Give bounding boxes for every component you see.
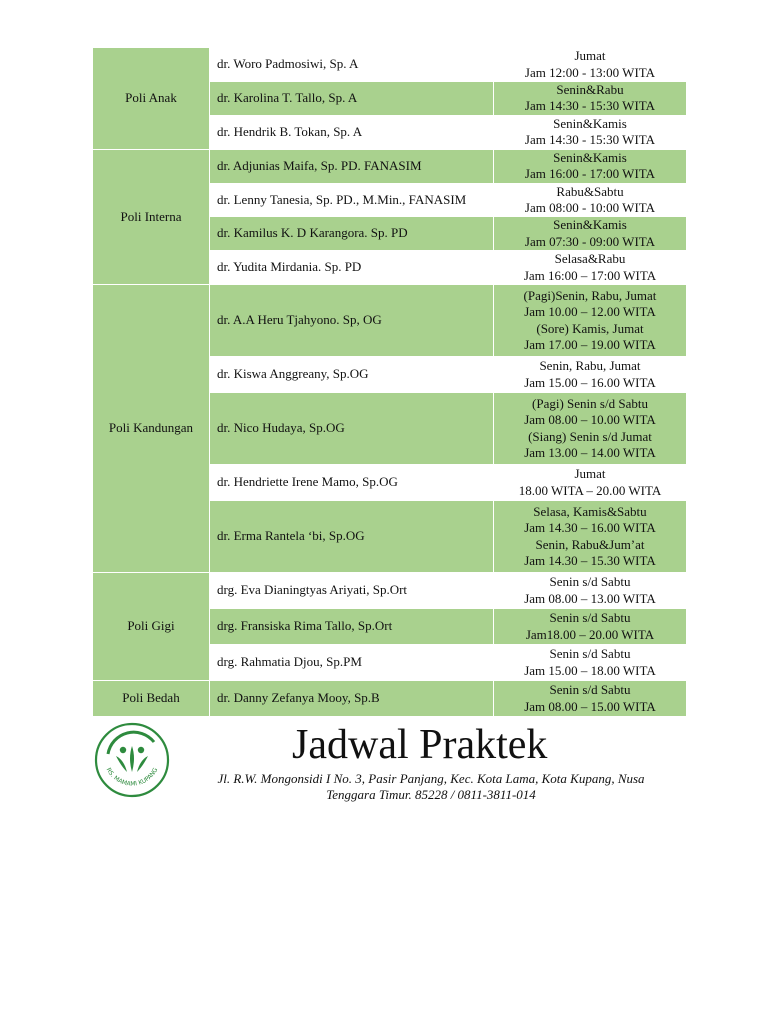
- poli-name: Poli Bedah: [93, 681, 210, 717]
- page-title: Jadwal Praktek: [292, 722, 548, 768]
- schedule-row: [93, 573, 687, 609]
- doctor-name: dr. Woro Padmosiwi, Sp. A: [210, 48, 494, 82]
- practice-time: Senin&Kamis Jam 16:00 - 17:00 WITA: [494, 149, 687, 183]
- practice-time: Senin s/d Sabtu Jam18.00 – 20.00 WITA: [494, 609, 687, 645]
- schedule-table: [92, 47, 687, 717]
- practice-time: Senin s/d Sabtu Jam 08.00 – 15.00 WITA: [494, 681, 687, 717]
- doctor-name: dr. Lenny Tanesia, Sp. PD., M.Min., FANASIM: [210, 183, 494, 217]
- practice-time: Senin&Kamis Jam 07:30 - 09:00 WITA: [494, 217, 687, 251]
- doctor-name: dr. Hendriette Irene Mamo, Sp.OG: [210, 465, 494, 501]
- practice-time: Senin s/d Sabtu Jam 15.00 – 18.00 WITA: [494, 645, 687, 681]
- practice-time: Senin s/d Sabtu Jam 08.00 – 13.00 WITA: [494, 573, 687, 609]
- practice-time: Selasa&Rabu Jam 16:00 – 17:00 WITA: [494, 251, 687, 285]
- poli-name: Poli Anak: [93, 48, 210, 150]
- practice-time: Senin&Rabu Jam 14:30 - 15:30 WITA: [494, 82, 687, 116]
- doctor-name: dr. Nico Hudaya, Sp.OG: [210, 393, 494, 465]
- schedule-row: [93, 149, 687, 183]
- practice-time: Jumat Jam 12:00 - 13:00 WITA: [494, 48, 687, 82]
- poli-name: Poli Gigi: [93, 573, 210, 681]
- doctor-name: dr. Erma Rantela ‘bi, Sp.OG: [210, 501, 494, 573]
- hospital-address: Jl. R.W. Mongonsidi I No. 3, Pasir Panjang, Kec. Kota Lama, Kota Kupang, Nusa Tenggara Timur. 85228 / 0811-3811-014: [217, 771, 645, 802]
- doctor-name: dr. Kamilus K. D Karangora. Sp. PD: [210, 217, 494, 251]
- practice-time: Senin&Kamis Jam 14:30 - 15:30 WITA: [494, 115, 687, 149]
- practice-time: Rabu&Sabtu Jam 08:00 - 10:00 WITA: [494, 183, 687, 217]
- doctor-name: drg. Eva Dianingtyas Ariyati, Sp.Ort: [210, 573, 494, 609]
- schedule-row: [93, 285, 687, 357]
- doctor-name: dr. Danny Zefanya Mooy, Sp.B: [210, 681, 494, 717]
- practice-time: Selasa, Kamis&Sabtu Jam 14.30 – 16.00 WITA Senin, Rabu&Jum’at Jam 14.30 – 15.30 WITA: [494, 501, 687, 573]
- doctor-name: drg. Fransiska Rima Tallo, Sp.Ort: [210, 609, 494, 645]
- practice-time: Jumat 18.00 WITA – 20.00 WITA: [494, 465, 687, 501]
- doctor-name: dr. Yudita Mirdania. Sp. PD: [210, 251, 494, 285]
- practice-time: Senin, Rabu, Jumat Jam 15.00 – 16.00 WITA: [494, 357, 687, 393]
- doctor-name: dr. Adjunias Maifa, Sp. PD. FANASIM: [210, 149, 494, 183]
- svg-text:RS. MAMAMI KUPANG: RS. MAMAMI KUPANG: [104, 766, 160, 788]
- doctor-name: dr. A.A Heru Tjahyono. Sp, OG: [210, 285, 494, 357]
- doctor-name: dr. Karolina T. Tallo, Sp. A: [210, 82, 494, 116]
- doctor-name: dr. Hendrik B. Tokan, Sp. A: [210, 115, 494, 149]
- schedule-row: [93, 681, 687, 717]
- poli-name: Poli Kandungan: [93, 285, 210, 573]
- hospital-logo: [92, 720, 172, 800]
- practice-time: (Pagi) Senin s/d Sabtu Jam 08.00 – 10.00 WITA (Siang) Senin s/d Jumat Jam 13.00 – 14.00 WITA: [494, 393, 687, 465]
- practice-time: (Pagi)Senin, Rabu, Jumat Jam 10.00 – 12.00 WITA (Sore) Kamis, Jumat Jam 17.00 – 19.00 WITA: [494, 285, 687, 357]
- schedule-body: [93, 48, 687, 717]
- poli-name: Poli Interna: [93, 149, 210, 285]
- schedule-row: [93, 48, 687, 82]
- doctor-name: dr. Kiswa Anggreany, Sp.OG: [210, 357, 494, 393]
- doctor-name: drg. Rahmatia Djou, Sp.PM: [210, 645, 494, 681]
